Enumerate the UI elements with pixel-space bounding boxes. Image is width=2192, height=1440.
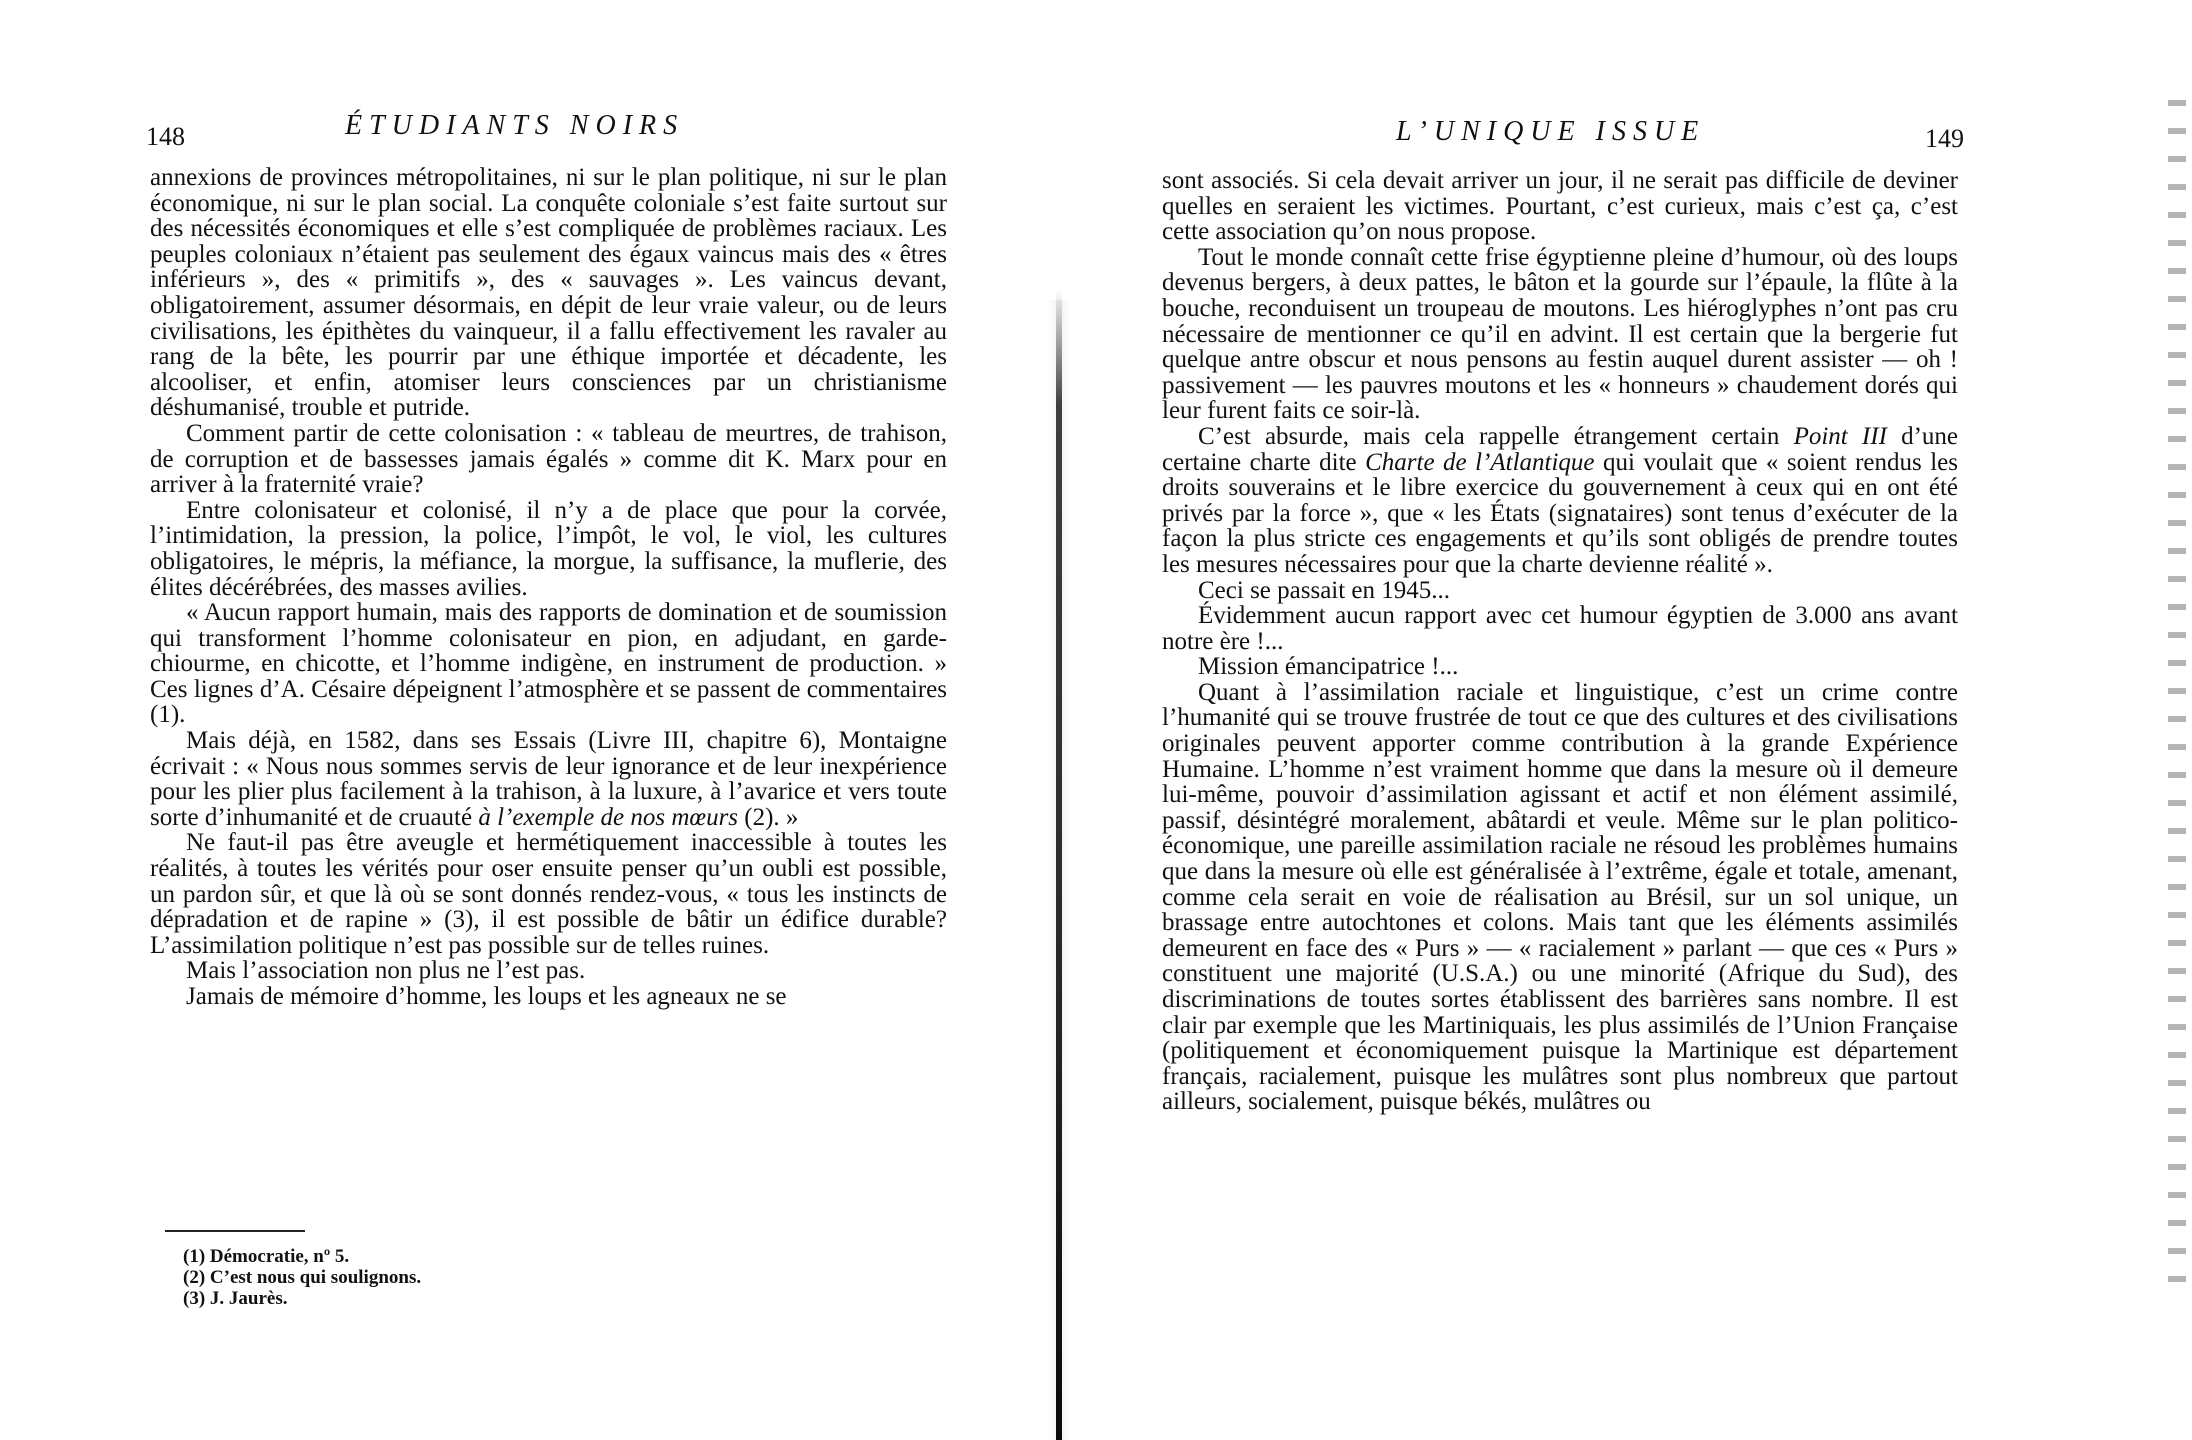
paragraph: Jamais de mémoire d’homme, les loups et les agneaux ne se xyxy=(186,983,787,1010)
paragraph-text: Mais déjà, en 1582, dans ses Essais (Livre III, chapitre 6), Montaigne écrivait : « Nous nous sommes servis de leur ignorance et de leur inexpérience pour les plier plus facilement à la trahison, à la luxure, à l’avarice et vers toute sorte d’inhumanité et de cruauté xyxy=(150,727,947,831)
paragraph: Évidemment aucun rapport avec cet humour égyptien de 3.000 ans avant notre ère !... xyxy=(1162,602,1958,655)
page-edge-marks xyxy=(2168,100,2186,1300)
paragraph xyxy=(150,728,947,830)
page-number: 149 xyxy=(1925,124,1964,153)
paragraph-text: qui voulait que « soient rendus les droits souverains et le libre exercice du gouvernement à ceux qui en ont été privés par la force », que « les États (signataires) sont tenus d’exécuter de la façon la plus stricte ces engagements et qu’ils sont obligés de prendre toutes les mesures nécessaires pour que la charte devienne réalité ». xyxy=(1162,448,1958,578)
paragraph: Ne faut-il pas être aveugle et hermétiquement inaccessible à toutes les réalités, à toutes les vérités pour oser ensuite penser qu’un oubli est possible, un pardon sûr, et que là où se sont donnés rendez-vous, « tous les instincts de dépradation et de rapine » (3), il est possible de bâtir un édifice durable? L’assimilation politique n’est pas possible sur de telles ruines. xyxy=(150,829,947,959)
paragraph: « Aucun rapport humain, mais des rapports de domination et de soumission qui transforment l’homme colonisateur en pion, en adjudant, en garde-chiourme, en chicotte, et l’homme indigène, en instrument de production. » Ces lignes d’A. Césaire dépeignent l’atmosphère et se passent de commentaires (1). xyxy=(150,599,947,729)
paragraph: Comment partir de cette colonisation : « tableau de meurtres, de trahison, de corruption et de bassesses jamais égalés » comme dit K. Marx pour en arriver à la fraternité vraie? xyxy=(150,419,947,499)
footnotes xyxy=(183,1246,683,1309)
running-head: L’UNIQUE ISSUE xyxy=(1396,116,1706,147)
book-gutter xyxy=(1056,290,1062,1440)
paragraph-text: (2). » xyxy=(738,803,799,831)
running-head: ÉTUDIANTS NOIRS xyxy=(345,110,685,141)
page-number: 148 xyxy=(146,122,185,151)
paragraph: Ceci se passait en 1945... xyxy=(1198,576,1451,604)
paragraph: Entre colonisateur et colonisé, il n’y a de place que pour la corvée, l’intimidation, la pression, la police, l’impôt, le vol, le viol, les cultures obligatoires, le mépris, la méfiance, la morgue, la suffisance, la muflerie, des élites décérébrées, des masses avilies. xyxy=(150,496,947,601)
italic-phrase: Charte de l’Atlantique xyxy=(1365,448,1595,476)
footnote: (3) J. Jaurès. xyxy=(183,1288,288,1309)
paragraph: Tout le monde connaît cette frise égyptienne pleine d’humour, où des loups devenus bergers, à deux pattes, le bâton et la gourde sur l’épaule, la flûte à la bouche, reconduisent un troupeau de moutons. Les hiéroglyphes n’ont pas cru nécessaire de mentionner ce qu’il en advint. Il est certain que la bergerie fut quelque antre obscur et nous pensons au festin auquel durent assister — oh ! passivement — les pauvres moutons et les « honneurs » chaudement dorés qui leur furent faits ce soir-là. xyxy=(1162,243,1958,425)
paragraph: sont associés. Si cela devait arriver un jour, il ne serait pas difficile de deviner quelles en seraient les victimes. Pourtant, c’est curieux, mais c’est ça, c’est cette association qu’on nous propose. xyxy=(1162,167,1958,246)
paragraph-text: C’est absurde, mais cela rappelle étrangement certain xyxy=(1198,422,1794,450)
paragraph: annexions de provinces métropolitaines, ni sur le plan politique, ni sur le plan économique, ni sur le plan social. La conquête coloniale s’est faite surtout sur des nécessités économiques et elle s’est compliquée de problèmes raciaux. Les peuples coloniaux n’étaient pas seulement des égaux vaincus mais des « êtres inférieurs », des « primitifs », des « sauvages ». Les vaincus devant, obligatoirement, assumer désormais, en dépit de leur vraie valeur, ou de leurs civilisations, les épithètes du vainqueur, il a fallu effectivement les ravaler au rang de la bête, les pourrir par une éthique importée et décadente, les alcooliser, et enfin, atomiser leurs consciences par un christianisme déshumanisé, trouble et putride. xyxy=(150,164,947,422)
footnote: (2) C’est nous qui soulignons. xyxy=(183,1267,422,1288)
right-page xyxy=(1100,0,2192,1440)
paragraph: Mais l’association non plus ne l’est pas. xyxy=(186,957,586,985)
paragraph: Quant à l’assimilation raciale et linguistique, c’est un crime contre l’humanité qui se trouve frustrée de tout ce que des cultures et des civilisations originales peuvent apporter comme contribution à la grande Expérience Humaine. L’homme n’est vraiment homme que dans la mesure où il demeure lui-même, pouvoir d’assimilation agissant et actif et non élément assimilé, passif, désintégré moralement, abâtardi et veule. Même sur le plan politico-économique, une pareille assimilation raciale ne résoud les problèmes humains que dans la mesure où elle est généralisée à l’extrême, égale et totale, amenant, comme cela serait en voie de réalisation au Brésil, sur un sol unique, un brassage entre autochtones et colons. Mais tant que les éléments assimilés demeurent en face des « Purs » — « racialement » parlant — que ces « Purs » constituent une majorité (U.S.A.) ou une minorité (Afrique du Sud), des discriminations de toutes sortes établissent des barrières sans nombre. Il est clair par exemple que les Martiniquais, les plus assimilés de l’Union Française (politiquement et économiquement puisque la Martinique est département français, racialement, puisque les mulâtres sont plus nombreux que partout ailleurs, socialement, puisque békés, mulâtres ou xyxy=(1162,678,1958,1116)
italic-phrase: à l’exemple de nos mœurs xyxy=(478,803,739,831)
body-text xyxy=(150,165,947,1010)
paragraph: Mission émancipatrice !... xyxy=(1198,653,1459,681)
left-page xyxy=(0,0,1060,1440)
footnote-rule xyxy=(165,1230,305,1232)
italic-phrase: Point III xyxy=(1793,422,1887,450)
paragraph xyxy=(1162,424,1958,578)
body-text xyxy=(1162,168,1958,1115)
paragraph-text: d’une certaine charte dite xyxy=(1162,422,1959,476)
footnote: (1) Démocratie, nº 5. xyxy=(183,1246,350,1267)
